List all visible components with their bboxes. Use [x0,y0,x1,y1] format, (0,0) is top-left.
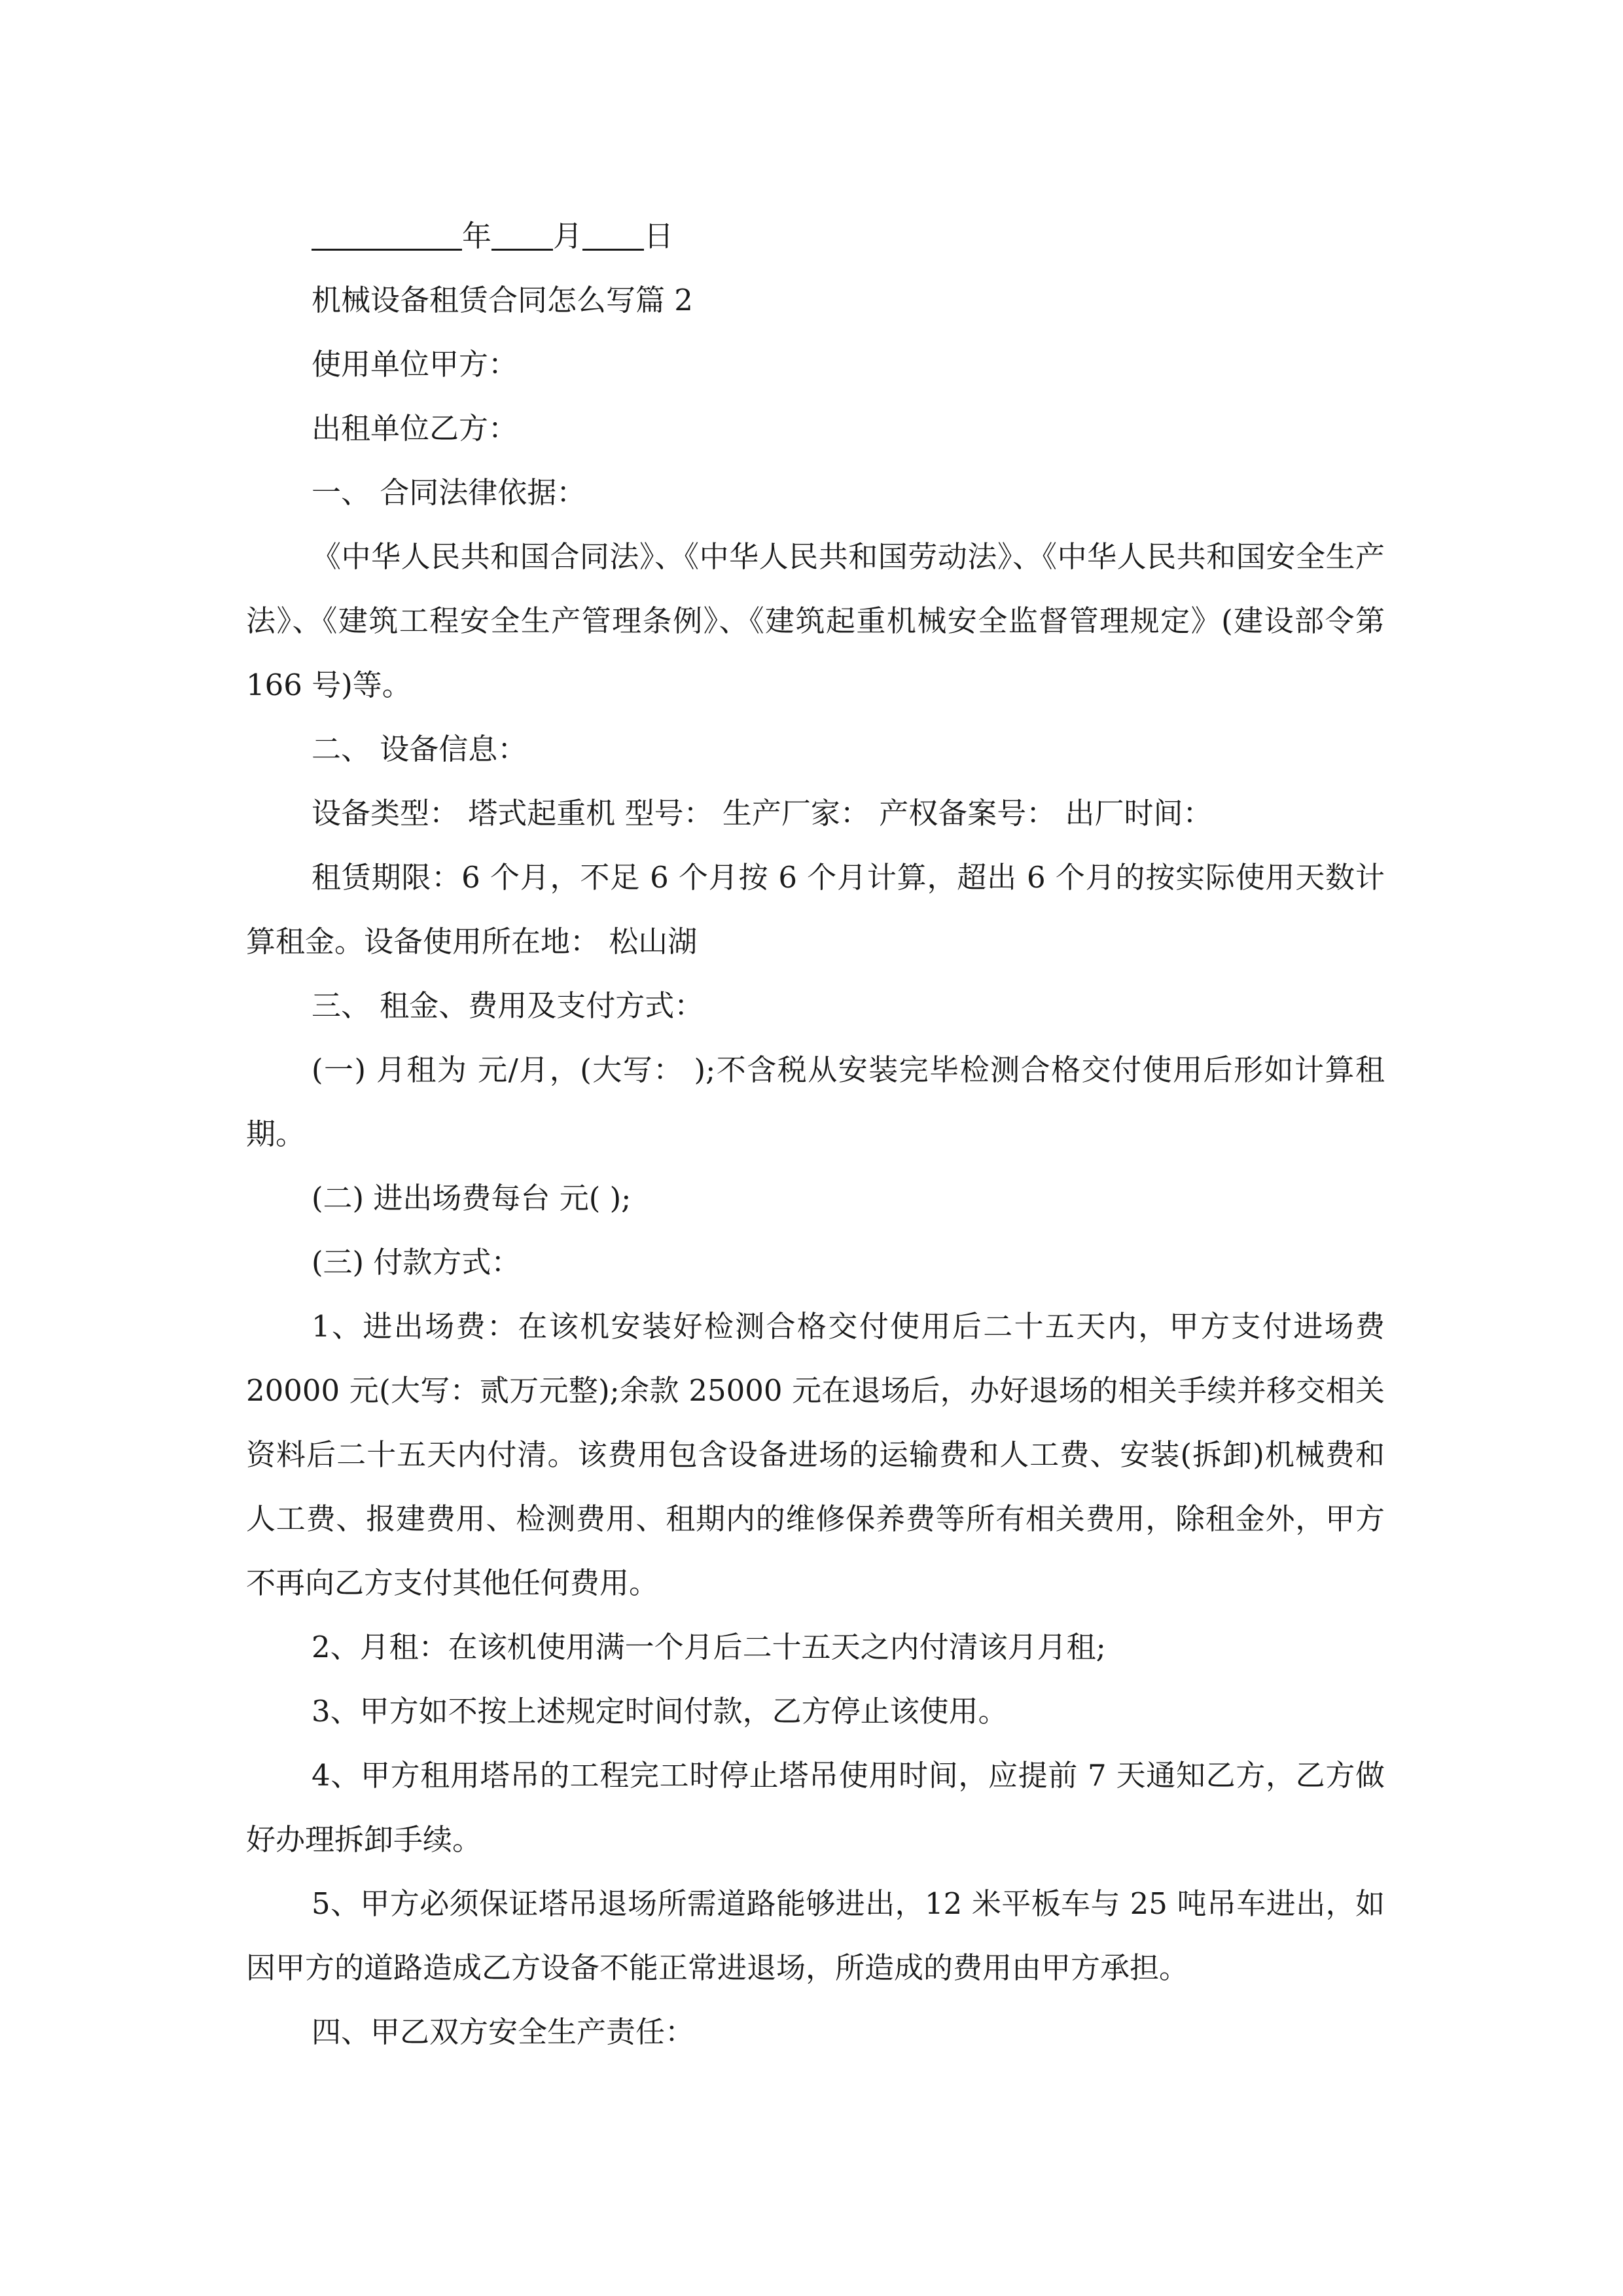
contract-title: 机械设备租赁合同怎么写篇 2 [312,283,693,317]
section4-heading: 四、甲乙双方安全生产责任： [312,2015,695,2049]
document-body [246,204,1385,2064]
party-b-line: 出租单位乙方： [312,411,518,446]
payment-clause-2: 2、月租：在该机使用满一个月后二十五天之内付清该月月租; [312,1630,1106,1664]
party-a-line: 使用单位甲方： [312,347,518,382]
day-label: 日 [644,219,674,253]
equipment-info-line: 设备类型： 塔式起重机 型号： 生产厂家： 产权备案号： 出厂时间： [312,796,1213,831]
payment-clause-1: 1、进出场费：在该机安装好检测合格交付使用后二十五天内，甲方支付进场费 20000 元(大写：贰万元整);余款 25000 元在退场后，办好退场的相关手续并移交相关资料后二十五天内付清。该费用包含设备进场的运输费和人工费、安装(拆卸)机械费和人工费、报建费用、检测费用、租期内的维修保养费等所有相关费用，除租金外，甲方不再向乙方支付其他任何费用。 [246,1309,1385,1600]
year-label: 年 [462,219,492,253]
month-blank [491,219,553,251]
rent-item-1: (一) 月租为 元/月，(大写： );不含税从安装完毕检测合格交付使用后形如计算租期。 [246,1052,1385,1151]
payment-clause-5: 5、甲方必须保证塔吊退场所需道路能够进出，12 米平板车与 25 吨吊车进出，如因甲方的道路造成乙方设备不能正常进退场，所造成的费用由甲方承担。 [246,1886,1385,1985]
date-line [246,204,1385,268]
payment-clause-3: 3、甲方如不按上述规定时间付款，乙方停止该使用。 [312,1694,1008,1729]
section3-heading: 三、 租金、费用及支付方式： [312,988,704,1023]
section2-heading: 二、 设备信息： [312,732,527,766]
payment-clause-4: 4、甲方租用塔吊的工程完工时停止塔吊使用时间，应提前 7 天通知乙方，乙方做好办理拆卸手续。 [246,1758,1385,1857]
day-blank [582,219,644,251]
year-blank [312,219,462,251]
lease-term-paragraph: 租赁期限：6 个月，不足 6 个月按 6 个月计算，超出 6 个月的按实际使用天数计算租金。设备使用所在地： 松山湖 [246,860,1385,959]
rent-item-3: (三) 付款方式： [312,1245,521,1280]
rent-item-2: (二) 进出场费每台 元( ); [312,1181,632,1215]
month-label: 月 [553,219,583,253]
section1-body: 《中华人民共和国合同法》、《中华人民共和国劳动法》、《中华人民共和国安全生产法》、《建筑工程安全生产管理条例》、《建筑起重机械安全监督管理规定》(建设部令第 166 号)等。 [246,539,1385,702]
section1-heading: 一、 合同法律依据： [312,475,586,510]
